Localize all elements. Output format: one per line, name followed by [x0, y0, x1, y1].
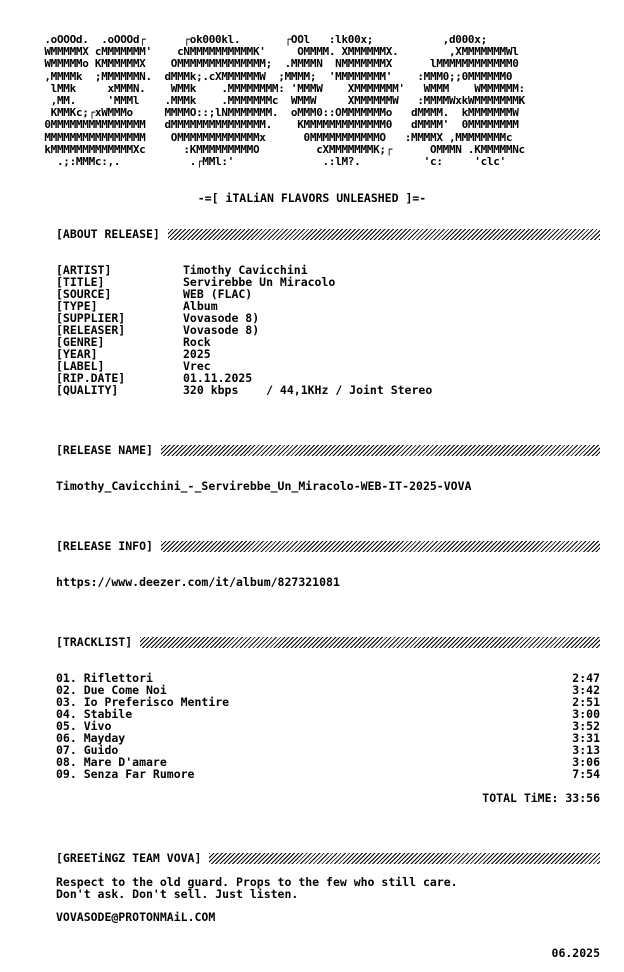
hatch-divider: [161, 445, 600, 456]
field-value: Album: [183, 299, 218, 313]
track-duration: 3:00: [572, 707, 600, 721]
track-duration: 2:51: [572, 695, 600, 709]
track-row: [56, 696, 600, 708]
section-label: [GREETiNGZ TEAM VOVA]: [56, 851, 202, 865]
field-value: WEB (FLAC): [183, 287, 253, 301]
about-field-row: [56, 336, 432, 348]
greetings-line-1: Respect to the old guard. Props to the few who still care.: [56, 875, 458, 889]
field-value: Vrec: [183, 359, 211, 373]
about-field-row: [56, 324, 432, 336]
hatch-divider: [168, 229, 600, 240]
section-label: [ABOUT RELEASE]: [56, 227, 160, 241]
field-value: Servirebbe Un Miracolo: [183, 275, 336, 289]
track-list: [56, 672, 600, 780]
section-label: [RELEASE NAME]: [56, 443, 153, 457]
track-title: 03. Io Preferisco Mentire: [56, 695, 230, 709]
track-row: [56, 708, 600, 720]
about-field-row: [56, 384, 432, 396]
field-value: 01.11.2025: [183, 371, 253, 385]
tagline: -=[ iTALiAN FLAVORS UNLEASHED ]=-: [197, 191, 427, 205]
field-key: [YEAR]: [56, 347, 98, 361]
field-value: Vovasode 8): [183, 323, 260, 337]
section-label: [TRACKLIST]: [56, 635, 133, 649]
ascii-art-logo: .oOOOd. .oOOOd┌ ┌ok000kl. ┌OOl :lk00x; ,d000x; WMMMMMX cMMMMMMM' cNMMMMMMMMMMK' OMMMM. XMMMMMMX. ,XMMMMMMMWl WMMMMMo KMMMMMMX OMMMMMMMMMMMMMM; .MMMMN NMMMMMMMX lMMMMMMMMMMMM0 ,MMMMk ;MMMMMMN. dMMMk;.cXMMMMMMW ;MMMM; 'MMMMMMMM' :MMM0;;0MMMMMM0 lMMk xMMMN. WMMk .MMMMMMMM: 'MMMW XMMMMMMM' WMMM WMMMMMM: ,MM. 'MMMl .MMMk .MMMMMMMc WMMW XMMMMMMW :MMMMWxkWMMMMMMMK KMMKc;┌xWMMMo MMMMO::;lNMMMMMMM. oMMM0::OMMMMMMMo dMMMM. kMMMMMMMW 0MMMMMMMMMMMMMMM dMMMMMMMMMMMMMMM. KMMMMMMMMMMMMM0 dMMMM' 0MMMMMMMM MMMMMMMMMMMMMMMM OMMMMMMMMMMMMMx 0MMMMMMMMMMMO :MMMMX ,MMMMMMMMc kMMMMMMMMMMMMMXc :KMMMMMMMMMO cXMMMMMMMK;┌ OMMMN .KMMMMMNc .;:MMMc:,. .┌MMl:' .:lM?. 'c: 'clc': [44, 33, 525, 169]
field-key: [ARTIST]: [56, 263, 112, 277]
contact-email[interactable]: VOVASODE@PROTONMAiL.COM: [56, 910, 216, 924]
track-title: 09. Senza Far Rumore: [56, 767, 195, 781]
track-title: 01. Riflettori: [56, 671, 153, 685]
field-key: [RIP.DATE]: [56, 371, 126, 385]
field-key: [TYPE]: [56, 299, 98, 313]
about-release-fields: [56, 264, 432, 396]
track-duration: 7:54: [572, 767, 600, 781]
greetings-line-2: Don't ask. Don't sell. Just listen.: [56, 887, 299, 901]
release-info-url[interactable]: https://www.deezer.com/it/album/827321081: [56, 575, 340, 589]
footer-date: 06.2025: [551, 946, 600, 960]
track-duration: 2:47: [572, 671, 600, 685]
field-key: [SOURCE]: [56, 287, 112, 301]
field-value: 320 kbps / 44,1KHz / Joint Stereo: [183, 383, 433, 397]
track-row: [56, 720, 600, 732]
track-row: [56, 768, 600, 780]
hatch-divider: [209, 853, 600, 864]
track-title: 02. Due Come Noi: [56, 683, 167, 697]
release-info-header: [56, 539, 600, 553]
total-time: TOTAL TiME: 33:56: [482, 791, 600, 805]
hatch-divider: [140, 637, 600, 648]
field-key: [TITLE]: [56, 275, 105, 289]
field-key: [SUPPLIER]: [56, 311, 126, 325]
track-title: 07. Guido: [56, 743, 119, 757]
track-title: 04. Stabile: [56, 707, 133, 721]
track-duration: 3:13: [572, 743, 600, 757]
about-release-header: [56, 227, 600, 241]
track-row: [56, 732, 600, 744]
field-key: [GENRE]: [56, 335, 105, 349]
about-field-row: [56, 288, 432, 300]
release-name-value: Timothy_Cavicchini_-_Servirebbe_Un_Miracolo-WEB-IT-2025-VOVA: [56, 479, 472, 493]
release-name-header: [56, 443, 600, 457]
field-key: [LABEL]: [56, 359, 105, 373]
track-duration: 3:06: [572, 755, 600, 769]
track-title: 06. Mayday: [56, 731, 126, 745]
hatch-divider: [161, 541, 600, 552]
track-title: 05. Vivo: [56, 719, 112, 733]
tracklist-header: [56, 635, 600, 649]
field-value: Vovasode 8): [183, 311, 260, 325]
greetings-header: [56, 851, 600, 865]
field-value: 2025: [183, 347, 211, 361]
track-duration: 3:42: [572, 683, 600, 697]
track-duration: 3:52: [572, 719, 600, 733]
field-key: [QUALITY]: [56, 383, 119, 397]
about-field-row: [56, 348, 432, 360]
field-key: [RELEASER]: [56, 323, 126, 337]
track-title: 08. Mare D'amare: [56, 755, 167, 769]
section-label: [RELEASE INFO]: [56, 539, 153, 553]
field-value: Timothy Cavicchini: [183, 263, 308, 277]
track-duration: 3:31: [572, 731, 600, 745]
field-value: Rock: [183, 335, 211, 349]
